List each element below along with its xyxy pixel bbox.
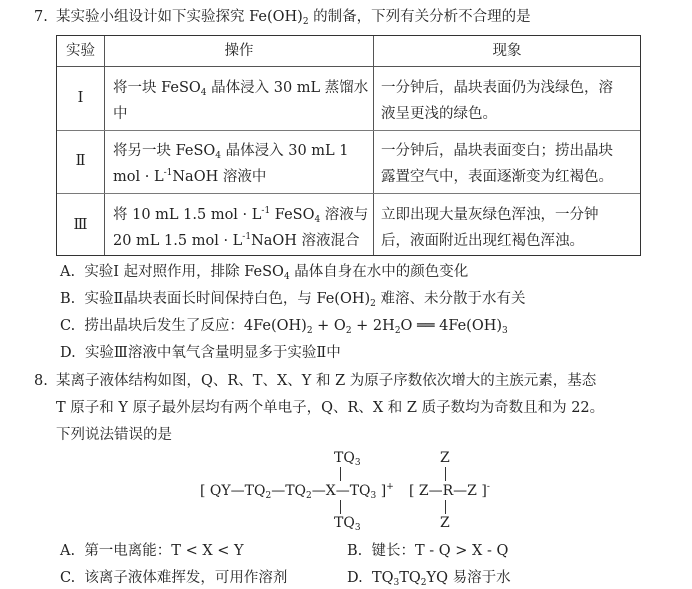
operation-line-2: 20 mL 1.5 mol · $L^{-1}NaOH$ 溶液混合 xyxy=(113,232,360,249)
row-id: Ⅱ xyxy=(75,153,86,169)
operation-line-1: 将另一块 FeSO$_4$ 晶体浸入 30 mL 1 xyxy=(113,143,349,161)
cation-top-group: $TQ_3$ xyxy=(334,450,361,468)
cation-main-chain: [ $QY—TQ_2—TQ_2—X—TQ_3$ ]+ xyxy=(200,482,394,501)
q8-option-a[interactable]: A. 第一电离能：T < X < Y xyxy=(60,543,244,559)
operation-line-2: mol · $L^{-1}NaOH$ 溶液中 xyxy=(113,168,267,185)
table-header-operation: 操作 xyxy=(224,43,254,59)
experiment-table xyxy=(56,35,641,256)
q8-option-b[interactable]: B. 键长：T - Q > X - Q xyxy=(347,543,509,559)
q8-option-c[interactable]: C. 该离子液体难挥发，可用作溶剂 xyxy=(60,570,288,586)
q8-option-d[interactable]: D. $TQ_3TQ_2YQ$ 易溶于水 xyxy=(347,570,511,588)
phenomenon-line-2: 后，液面附近出现红褐色浑浊。 xyxy=(381,233,584,249)
row-id: Ⅲ xyxy=(73,217,88,233)
question-8-stem-line-3: 下列说法错误的是 xyxy=(56,427,172,443)
phenomenon-line-1: 一分钟后，晶块表面仍为浅绿色，溶 xyxy=(381,80,613,96)
q7-option-b[interactable]: B. 实验Ⅱ晶块表面长时间保持白色，与 $Fe(OH)_2$ 难溶、未分散于水有关 xyxy=(60,291,526,309)
q7-option-a[interactable]: A. 实验Ⅰ 起对照作用，排除 FeSO$_4$ 晶体自身在水中的颜色变化 xyxy=(60,264,469,282)
row-id: Ⅰ xyxy=(77,90,84,106)
ionic-liquid-structure xyxy=(190,445,520,535)
q7-option-c[interactable]: C. 捞出晶块后发生了反应：$4Fe(OH)_2 + O_2 + 2H_2O$ ══ $4Fe(OH)_3$ xyxy=(60,318,508,336)
anion-bottom-atom: Z xyxy=(440,515,450,531)
phenomenon-line-1: 立即出现大量灰绿色浑浊，一分钟 xyxy=(381,207,599,223)
question-7-stem: 某实验小组设计如下实验探究 $Fe(OH)_2$ 的制备，下列有关分析不合理的是 xyxy=(56,9,531,27)
question-8-stem-line-2: T 原子和 Y 原子最外层均有两个单电子，Q、R、X 和 Z 质子数均为奇数且和为 22。 xyxy=(56,400,605,416)
operation-line-2: 中 xyxy=(113,106,128,122)
question-7-number: 7. xyxy=(34,9,48,25)
cation-bottom-group: $TQ_3$ xyxy=(334,515,361,533)
anion-top-atom: Z xyxy=(440,450,450,466)
operation-line-1: 将 10 mL 1.5 mol · $L^{-1}$ FeSO$_4$ 溶液与 xyxy=(113,206,369,225)
operation-line-1: 将一块 FeSO$_4$ 晶体浸入 30 mL 蒸馏水 xyxy=(113,80,369,98)
table-header-phenomenon: 现象 xyxy=(492,43,522,59)
phenomenon-line-2: 液呈更浅的绿色。 xyxy=(381,106,497,122)
q7-option-d[interactable]: D. 实验Ⅲ溶液中氧气含量明显多于实验Ⅱ中 xyxy=(60,345,341,361)
table-header-experiment: 实验 xyxy=(66,43,95,59)
phenomenon-line-1: 一分钟后，晶块表面变白；捞出晶块 xyxy=(381,143,613,159)
question-8-number: 8. xyxy=(34,373,48,389)
phenomenon-line-2: 露置空气中，表面逐渐变为红褐色。 xyxy=(381,169,613,185)
question-8-stem-line-1: 某离子液体结构如图，Q、R、T、X、Y 和 Z 为原子序数依次增大的主族元素，基态 xyxy=(56,373,597,389)
anion-main: [ Z—R—Z ]- xyxy=(409,482,490,499)
